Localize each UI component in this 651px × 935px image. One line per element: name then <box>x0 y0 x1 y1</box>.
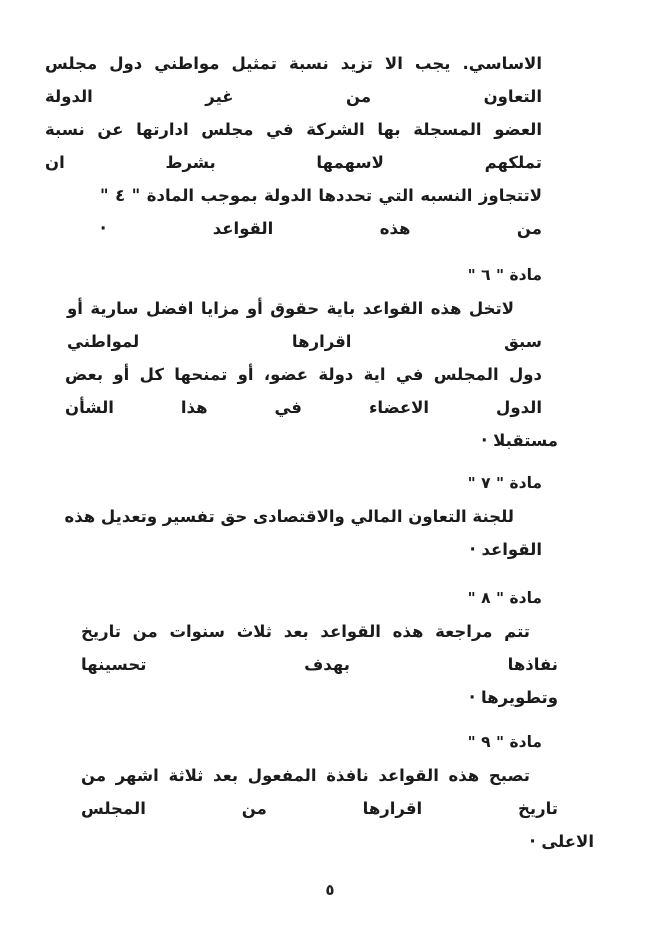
article-8-line-2: وتطويرها · <box>469 688 558 707</box>
article-9-line-1: تصبح هذه القواعد نافذة المفعول بعد ثلاثة اشهر من تاريخ اقرارها من المجلس <box>81 766 558 818</box>
article-7 <box>45 467 542 566</box>
article-9-heading: مادة " ٩ " <box>467 733 542 751</box>
article-6-line-1: لاتخل هذه القواعد باية حقوق أو مزايا افضل سارية أو سبق اقرارها لمواطني <box>67 299 542 351</box>
article-9 <box>45 726 594 858</box>
intro-paragraph <box>45 47 542 245</box>
article-7-heading: مادة " ٧ " <box>467 474 542 492</box>
article-6-line-2: دول المجلس في اية دولة عضو، أو تمنحها كل أو بعض الدول الاعضاء في هذا الشأن <box>65 365 542 417</box>
article-8-line-1: تتم مراجعة هذه القواعد بعد ثلاث سنوات من تاريخ نفاذها بهدف تحسينها <box>81 622 558 674</box>
article-6 <box>45 259 558 457</box>
document-text-block <box>45 47 594 858</box>
article-6-heading: مادة " ٦ " <box>467 266 542 284</box>
article-7-line-1: للجنة التعاون المالي والاقتصادى حق تفسير وتعديل هذه القواعد · <box>64 507 542 559</box>
article-6-line-3: مستقبلا · <box>481 431 558 450</box>
intro-line-2: العضو المسجلة بها الشركة في مجلس ادارتها عن نسبة تملكهم لاسهمها بشرط ان <box>45 120 542 172</box>
article-8-heading: مادة " ٨ " <box>467 589 542 607</box>
intro-line-3: لاتتجاوز النسبه التي تحددها الدولة بموجب المادة " ٤ " من هذه القواعد · <box>100 186 542 238</box>
article-9-line-2: الاعلى · <box>529 832 594 851</box>
article-8 <box>45 582 558 714</box>
page-number: ٥ <box>325 881 335 899</box>
intro-line-1: الاساسي. يجب الا تزيد نسبة تمثيل مواطني دول مجلس التعاون من غير الدولة <box>45 54 542 106</box>
